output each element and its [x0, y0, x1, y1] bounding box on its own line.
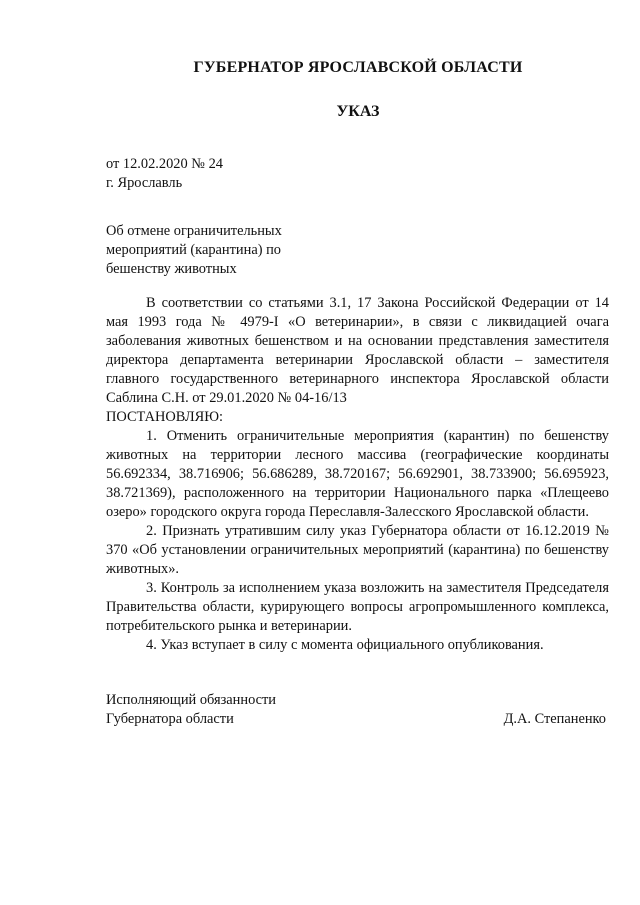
- document-body: [106, 294, 609, 655]
- signature-name: Д.А. Степаненко: [503, 711, 606, 727]
- document-subject: [106, 222, 336, 279]
- item-paragraph-3: 3. Контроль за исполнением указа возложить на заместителя Председателя Правительства области, курирующего вопросы агропромышленного комплекса, потребительского рынка и ветеринарии.: [106, 580, 609, 634]
- document-city: г. Ярославль: [106, 175, 183, 191]
- document-date-number: от 12.02.2020 № 24: [106, 156, 223, 172]
- document-meta: [106, 155, 223, 193]
- subject-line: Об отмене ограничительных: [106, 223, 282, 239]
- subject-line: мероприятий (карантина) по: [106, 242, 281, 258]
- signature-position-line1: Исполняющий обязанности: [106, 692, 277, 708]
- signature-position: [106, 691, 276, 729]
- item-paragraph-2: 2. Признать утратившим силу указ Губернатора области от 16.12.2019 № 370 «Об установлении ограничительных мероприятий (карантина) по бешенству животных».: [106, 523, 609, 577]
- preamble-paragraph: В соответствии со статьями 3.1, 17 Закона Российской Федерации от 14 мая 1993 года № 4979-I «О ветеринарии», в связи с ликвидацией очага заболевания животных бешенством и на основании представления заместителя директора департамента ветеринарии Ярославской области – заместителя главного государственного ветеринарного инспектора Ярославской области Саблина С.Н. от 29.01.2020 № 04-16/13: [106, 295, 609, 406]
- document-authority: ГУБЕРНАТОР ЯРОСЛАВСКОЙ ОБЛАСТИ: [193, 59, 523, 76]
- subject-line: бешенству животных: [106, 261, 237, 277]
- signature-position-line2: Губернатора области: [106, 711, 234, 727]
- document-type: УКАЗ: [336, 103, 380, 120]
- resolve-heading: ПОСТАНОВЛЯЮ:: [106, 409, 224, 425]
- item-paragraph-1: 1. Отменить ограничительные мероприятия (карантин) по бешенству животных на территории лесного массива (географические координаты 56.692334, 38.716906; 56.686289, 38.720167; 56.692901, 38.733900; 56.695923, 38.721369), расположенного на территории Национального парка «Плещеево озеро» городского округа города Переславля-Залесского Ярославской области.: [106, 428, 609, 520]
- item-paragraph-4: 4. Указ вступает в силу с момента официального опубликования.: [146, 637, 544, 653]
